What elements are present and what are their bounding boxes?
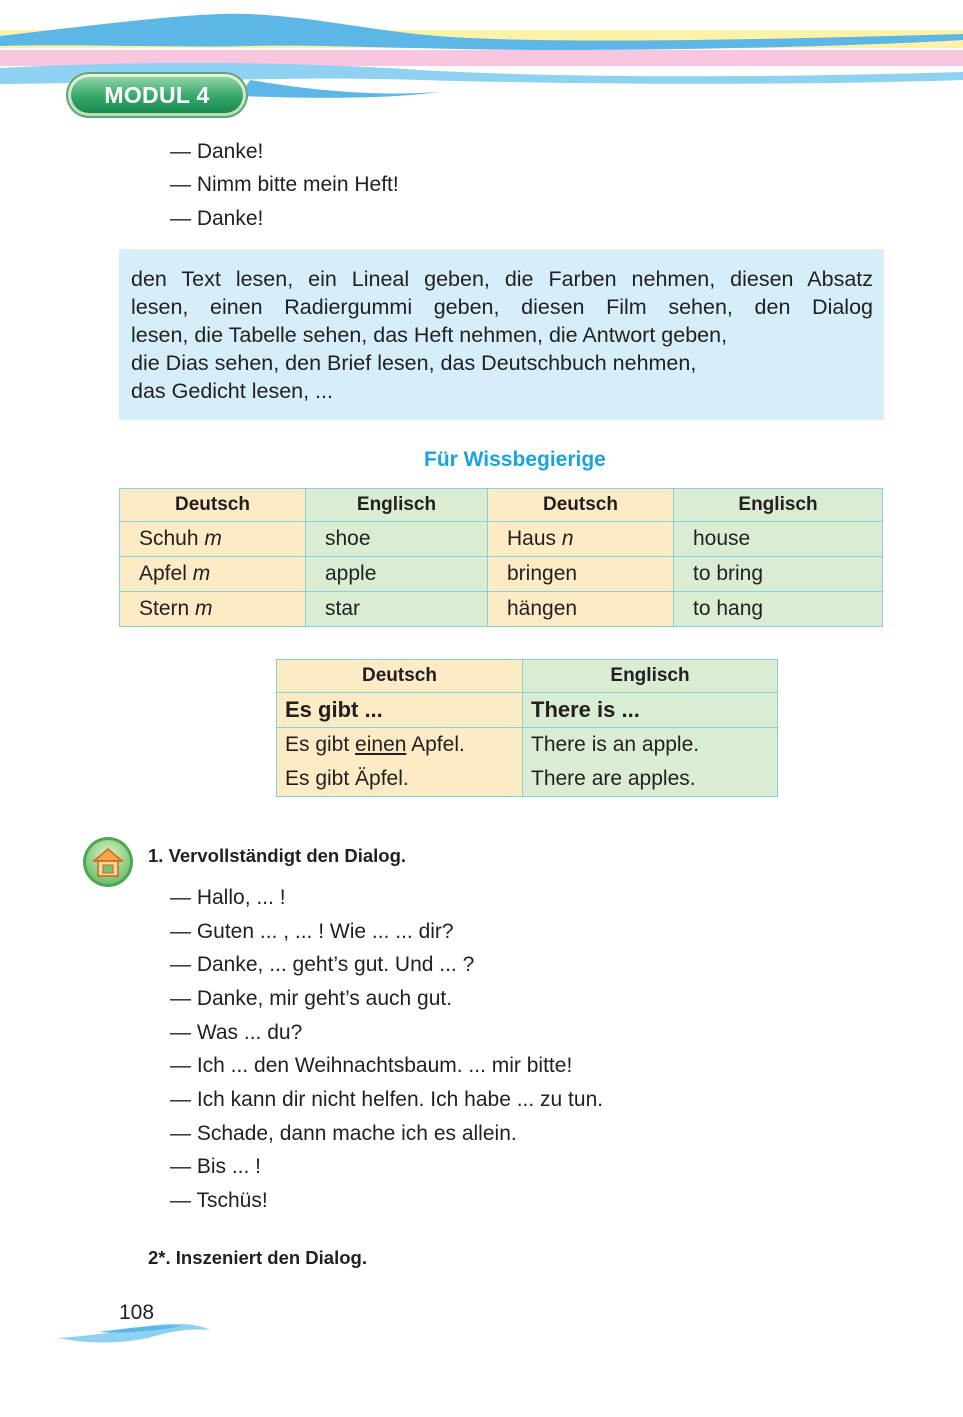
phrase-line: das Gedicht lesen, ... xyxy=(131,379,333,403)
grammar-subheader-german: Es gibt ... xyxy=(277,693,523,728)
dialog-line: — Ich ... den Weihnachtsbaum. ... mir bitte! xyxy=(170,1054,573,1077)
grammar-example-row xyxy=(277,728,778,797)
vocab-header-cell: Englisch xyxy=(674,489,883,522)
vocab-cell-german xyxy=(120,592,306,627)
grammar-example: Es gibt Äpfel. xyxy=(285,767,409,790)
phrase-line: den Text lesen, ein Lineal geben, die Farben nehmen, diesen Absatz xyxy=(131,267,873,291)
dialog-line: — Hallo, ... ! xyxy=(170,886,286,909)
exercise-1-title: 1. Vervollständigt den Dialog. xyxy=(148,845,407,866)
grammar-example xyxy=(285,728,522,762)
grammar-example: There are apples. xyxy=(531,767,696,790)
dialog-line: — Danke, ... geht’s gut. Und ... ? xyxy=(170,953,475,976)
grammar-examples-english xyxy=(523,728,778,797)
intro-dialog-line: — Danke! xyxy=(170,207,264,230)
german-word: Haus xyxy=(507,527,557,550)
vocab-cell-english: apple xyxy=(306,557,488,592)
gender-marker: m xyxy=(192,562,211,585)
vocab-cell-english: to bring xyxy=(674,557,883,592)
example-text: Apfel. xyxy=(406,733,465,756)
grammar-examples-german xyxy=(277,728,523,797)
dialog-line: — Tschüs! xyxy=(170,1189,268,1212)
vocab-header-cell: Deutsch xyxy=(120,489,306,522)
dialog-line: — Danke, mir geht’s auch gut. xyxy=(170,987,453,1010)
module-badge xyxy=(66,72,248,118)
underlined-article: einen xyxy=(355,733,407,756)
vocab-cell-german xyxy=(488,522,674,557)
dialog-line: — Bis ... ! xyxy=(170,1155,262,1178)
vocab-cell-german xyxy=(488,592,674,627)
dialog-line: — Was ... du? xyxy=(170,1021,303,1044)
vocab-cell-german xyxy=(120,557,306,592)
grammar-table xyxy=(276,659,778,797)
vocab-cell-english: shoe xyxy=(306,522,488,557)
house-icon xyxy=(82,836,134,888)
vocab-header-cell: Deutsch xyxy=(488,489,674,522)
dialog-line: — Schade, dann mache ich es allein. xyxy=(170,1122,517,1145)
vocab-cell-english: house xyxy=(674,522,883,557)
grammar-subheader-english: There is ... xyxy=(523,693,778,728)
grammar-header-cell: Englisch xyxy=(523,660,778,693)
phrase-line: lesen, einen Radiergummi geben, diesen Film sehen, den Dialog xyxy=(131,295,873,319)
vocab-row xyxy=(120,592,883,627)
grammar-subheader-row xyxy=(277,693,778,728)
vocab-cell-english: to hang xyxy=(674,592,883,627)
phrase-line: die Dias sehen, den Brief lesen, das Deutschbuch nehmen, xyxy=(131,351,697,375)
dialog-line: — Ich kann dir nicht helfen. Ich habe ... zu tun. xyxy=(170,1088,604,1111)
module-label: MODUL 4 xyxy=(71,77,243,113)
vocab-cell-german xyxy=(120,522,306,557)
page-number: 108 xyxy=(119,1301,155,1324)
vocab-header-row xyxy=(120,489,883,522)
phrase-box-text xyxy=(131,265,873,405)
german-word: Schuh xyxy=(139,527,199,550)
vocab-row xyxy=(120,557,883,592)
dialog-line: — Guten ... , ... ! Wie ... ... dir? xyxy=(170,920,454,943)
german-word: Stern xyxy=(139,597,190,620)
example-text: Es gibt xyxy=(285,733,356,756)
gender-marker: n xyxy=(561,527,574,550)
grammar-example: There is an apple. xyxy=(531,733,700,756)
vocab-cell-english: star xyxy=(306,592,488,627)
gender-marker: m xyxy=(195,597,213,620)
vocab-section-title: Für Wissbegierige xyxy=(424,448,606,471)
german-word: bringen xyxy=(507,562,578,585)
german-word: Apfel xyxy=(139,562,187,585)
grammar-header-row xyxy=(277,660,778,693)
vocab-row xyxy=(120,522,883,557)
german-word: hängen xyxy=(507,597,578,620)
intro-dialog-line: — Danke! xyxy=(170,140,264,163)
phrase-line: lesen, die Tabelle sehen, das Heft nehmen, die Antwort geben, xyxy=(131,323,728,347)
gender-marker: m xyxy=(204,527,222,550)
vocab-table xyxy=(119,488,883,627)
vocab-cell-german xyxy=(488,557,674,592)
intro-dialog-line: — Nimm bitte mein Heft! xyxy=(170,173,399,196)
exercise-2-title: 2*. Inszeniert den Dialog. xyxy=(148,1247,367,1268)
vocab-header-cell: Englisch xyxy=(306,489,488,522)
grammar-header-cell: Deutsch xyxy=(277,660,523,693)
phrase-box xyxy=(119,249,884,420)
footer-wave-decoration xyxy=(58,1318,218,1348)
